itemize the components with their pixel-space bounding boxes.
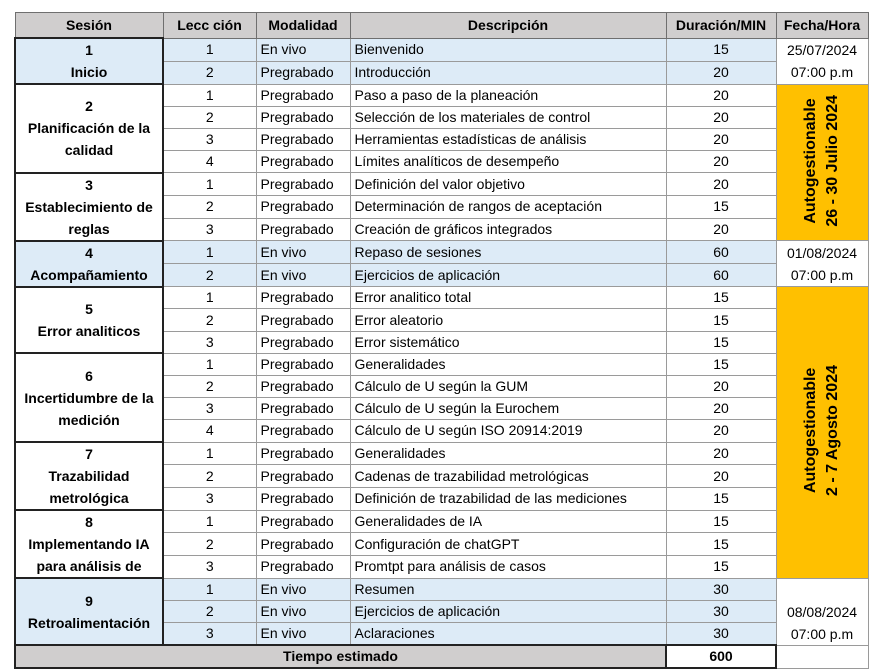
description-cell: Resumen: [350, 578, 666, 600]
date-value: 01/08/2024: [786, 244, 858, 261]
modality-cell: Pregrabado: [256, 128, 350, 150]
duration-cell: 15: [666, 287, 776, 309]
duration-cell: 20: [666, 173, 776, 196]
estimated-time-label: Tiempo estimado: [15, 645, 666, 668]
lesson-cell: 2: [163, 600, 256, 622]
description-cell: Introducción: [350, 61, 666, 84]
description-cell: Error aleatorio: [350, 309, 666, 331]
lesson-cell: 3: [163, 398, 256, 420]
footer-row: [15, 645, 868, 668]
duration-cell: 20: [666, 84, 776, 106]
modality-cell: En vivo: [256, 241, 350, 264]
session-name: Incertidumbre de la medición: [24, 389, 154, 428]
footer-blank-cell: [776, 645, 868, 668]
table-row: [15, 173, 868, 196]
session-number: 6: [85, 367, 93, 384]
duration-cell: 20: [666, 398, 776, 420]
lesson-cell: 3: [163, 128, 256, 150]
autogestionable-title: Autogestionable: [802, 367, 819, 494]
table-row: [15, 442, 868, 465]
description-cell: Ejercicios de aplicación: [350, 600, 666, 622]
description-cell: Cadenas de trazabilidad metrológicas: [350, 465, 666, 488]
session-number: 9: [85, 592, 93, 609]
duration-cell: 15: [666, 353, 776, 375]
header-description: Descripción: [350, 13, 666, 39]
date-cell: [776, 578, 868, 645]
description-cell: Determinación de rangos de aceptación: [350, 195, 666, 218]
lesson-cell: 2: [163, 465, 256, 488]
modality-cell: En vivo: [256, 38, 350, 61]
lesson-cell: 2: [163, 309, 256, 331]
description-cell: Error sistemático: [350, 331, 666, 353]
description-cell: Creación de gráficos integrados: [350, 218, 666, 241]
modality-cell: Pregrabado: [256, 151, 350, 173]
lesson-cell: 1: [163, 84, 256, 106]
lesson-cell: 3: [163, 331, 256, 353]
duration-cell: 20: [666, 151, 776, 173]
session-number: 2: [85, 98, 93, 115]
header-lesson: Lecc ción: [163, 13, 256, 39]
description-cell: Configuración de chatGPT: [350, 533, 666, 556]
duration-cell: 60: [666, 264, 776, 287]
header-datetime: Fecha/Hora: [776, 13, 868, 39]
session-cell: [15, 38, 163, 84]
session-name: Retroalimentación: [27, 614, 151, 631]
description-cell: Ejercicios de aplicación: [350, 264, 666, 287]
lesson-cell: 2: [163, 61, 256, 84]
date-value: 25/07/2024: [786, 42, 858, 58]
table-row: [15, 578, 868, 600]
lesson-cell: 1: [163, 353, 256, 375]
duration-cell: 15: [666, 510, 776, 533]
autogestionable-cell: [776, 287, 868, 578]
description-cell: Error analitico total: [350, 287, 666, 309]
lesson-cell: 1: [163, 510, 256, 533]
duration-cell: 15: [666, 331, 776, 353]
session-cell: [15, 510, 163, 578]
session-number: 5: [85, 301, 93, 318]
time-value: 07:00 p.m: [790, 625, 854, 642]
session-cell: [15, 173, 163, 241]
schedule-table-wrapper: [14, 12, 869, 669]
modality-cell: Pregrabado: [256, 533, 350, 556]
modality-cell: Pregrabado: [256, 510, 350, 533]
session-name: Implementando IA para análisis de: [28, 536, 150, 575]
header-session: Sesión: [15, 13, 163, 39]
duration-cell: 20: [666, 128, 776, 150]
lesson-cell: 1: [163, 38, 256, 61]
autogestionable-range: 26 - 30 Julio 2024: [824, 94, 841, 227]
modality-cell: Pregrabado: [256, 195, 350, 218]
autogestionable-cell: [776, 84, 868, 241]
table-row: [15, 510, 868, 533]
duration-cell: 15: [666, 309, 776, 331]
description-cell: Definición de trazabilidad de las mediciones: [350, 487, 666, 510]
duration-cell: 15: [666, 533, 776, 556]
modality-cell: Pregrabado: [256, 218, 350, 241]
modality-cell: Pregrabado: [256, 309, 350, 331]
session-number: 8: [85, 514, 93, 531]
description-cell: Aclaraciones: [350, 622, 666, 645]
lesson-cell: 1: [163, 241, 256, 264]
session-name: Trazabilidad metrológica: [48, 468, 130, 507]
schedule-table: [14, 12, 869, 669]
duration-cell: 20: [666, 376, 776, 398]
duration-cell: 15: [666, 38, 776, 61]
modality-cell: Pregrabado: [256, 420, 350, 442]
description-cell: Definición del valor objetivo: [350, 173, 666, 196]
modality-cell: Pregrabado: [256, 173, 350, 196]
lesson-cell: 1: [163, 173, 256, 196]
duration-cell: 30: [666, 578, 776, 600]
modality-cell: En vivo: [256, 600, 350, 622]
session-cell: [15, 287, 163, 354]
session-cell: [15, 84, 163, 173]
lesson-cell: 1: [163, 287, 256, 309]
session-name: Planificación de la calidad: [27, 120, 151, 159]
lesson-cell: 2: [163, 533, 256, 556]
header-modality: Modalidad: [256, 13, 350, 39]
session-cell: [15, 578, 163, 645]
description-cell: Promtpt para análisis de casos: [350, 555, 666, 578]
modality-cell: Pregrabado: [256, 465, 350, 488]
autogestionable-label: [800, 365, 844, 496]
duration-cell: 15: [666, 487, 776, 510]
autogestionable-label: [800, 95, 844, 227]
session-name: Inicio: [70, 64, 108, 80]
description-cell: Herramientas estadísticas de análisis: [350, 128, 666, 150]
description-cell: Generalidades: [350, 442, 666, 465]
lesson-cell: 4: [163, 420, 256, 442]
table-row: [15, 38, 868, 61]
modality-cell: Pregrabado: [256, 84, 350, 106]
session-number: 4: [85, 244, 93, 261]
session-cell: [15, 353, 163, 442]
modality-cell: Pregrabado: [256, 487, 350, 510]
date-cell: [776, 241, 868, 287]
duration-cell: 30: [666, 622, 776, 645]
header-row: [15, 13, 868, 39]
duration-cell: 20: [666, 106, 776, 128]
header-duration: Duración/MIN: [666, 13, 776, 39]
lesson-cell: 3: [163, 218, 256, 241]
session-number: 7: [85, 446, 93, 463]
time-value: 07:00 p.m: [790, 64, 854, 80]
modality-cell: Pregrabado: [256, 442, 350, 465]
description-cell: Cálculo de U según la GUM: [350, 376, 666, 398]
duration-cell: 20: [666, 420, 776, 442]
session-number: 3: [85, 176, 93, 193]
lesson-cell: 2: [163, 195, 256, 218]
modality-cell: En vivo: [256, 264, 350, 287]
session-cell: [15, 442, 163, 510]
table-row: [15, 241, 868, 264]
session-number: 1: [85, 42, 93, 58]
autogestionable-title: Autogestionable: [802, 97, 819, 224]
description-cell: Cálculo de U según ISO 20914:2019: [350, 420, 666, 442]
date-cell: [776, 38, 868, 84]
duration-cell: 20: [666, 61, 776, 84]
modality-cell: Pregrabado: [256, 106, 350, 128]
lesson-cell: 2: [163, 264, 256, 287]
duration-cell: 20: [666, 442, 776, 465]
description-cell: Repaso de sesiones: [350, 241, 666, 264]
estimated-time-total: 600: [666, 645, 776, 668]
modality-cell: Pregrabado: [256, 331, 350, 353]
duration-cell: 15: [666, 555, 776, 578]
modality-cell: En vivo: [256, 622, 350, 645]
description-cell: Generalidades: [350, 353, 666, 375]
session-name: Establecimiento de reglas: [25, 198, 153, 237]
table-row: [15, 287, 868, 309]
duration-cell: 60: [666, 241, 776, 264]
duration-cell: 20: [666, 465, 776, 488]
table-row: [15, 353, 868, 375]
session-name: Error analiticos: [37, 323, 141, 340]
session-name: Acompañamiento: [30, 266, 148, 283]
time-value: 07:00 p.m: [790, 266, 854, 283]
modality-cell: Pregrabado: [256, 376, 350, 398]
duration-cell: 30: [666, 600, 776, 622]
date-value: 08/08/2024: [786, 603, 858, 620]
modality-cell: Pregrabado: [256, 61, 350, 84]
description-cell: Paso a paso de la planeación: [350, 84, 666, 106]
modality-cell: Pregrabado: [256, 353, 350, 375]
modality-cell: En vivo: [256, 578, 350, 600]
modality-cell: Pregrabado: [256, 398, 350, 420]
table-row: [15, 84, 868, 106]
description-cell: Bienvenido: [350, 38, 666, 61]
lesson-cell: 3: [163, 487, 256, 510]
modality-cell: Pregrabado: [256, 555, 350, 578]
session-cell: [15, 241, 163, 287]
lesson-cell: 4: [163, 151, 256, 173]
autogestionable-range: 2 - 7 Agosto 2024: [824, 364, 841, 496]
lesson-cell: 1: [163, 442, 256, 465]
description-cell: Cálculo de U según la Eurochem: [350, 398, 666, 420]
description-cell: Límites analíticos de desempeño: [350, 151, 666, 173]
duration-cell: 15: [666, 195, 776, 218]
lesson-cell: 3: [163, 555, 256, 578]
lesson-cell: 2: [163, 106, 256, 128]
description-cell: Generalidades de IA: [350, 510, 666, 533]
description-cell: Selección de los materiales de control: [350, 106, 666, 128]
modality-cell: Pregrabado: [256, 287, 350, 309]
lesson-cell: 2: [163, 376, 256, 398]
lesson-cell: 1: [163, 578, 256, 600]
duration-cell: 20: [666, 218, 776, 241]
lesson-cell: 3: [163, 622, 256, 645]
